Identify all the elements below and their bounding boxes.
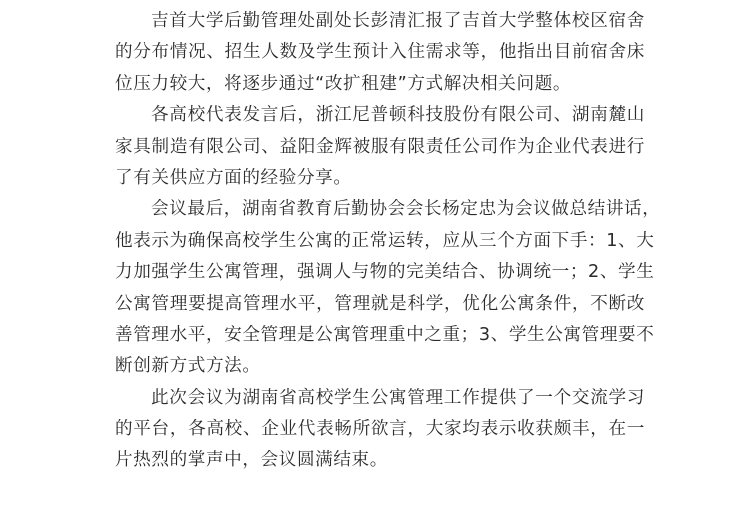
text-line: 片热烈的掌声中，会议圆满结束。 [115,450,388,471]
text-line: 各高校代表发言后，浙江尼普顿科技股份有限公司、湖南麓山 [151,105,645,126]
text-line: 善管理水平，安全管理是公寓管理重中之重；3、学生公寓管理要不 [115,324,655,345]
paragraph-summary-speech [115,194,661,382]
paragraph-enterprise-sharing [115,100,645,194]
text-line: 吉首大学后勤管理处副处长彭清汇报了吉首大学整体校区宿舍 [151,11,645,31]
text-line: 了有关供应方面的经验分享。 [115,167,352,188]
text-line: 的平台，各高校、企业代表畅所欲言，大家均表示收获颇丰，在一 [115,419,645,440]
text-line: 断创新方式方法。 [115,356,261,377]
article-body [115,6,661,477]
text-line: 家具制造有限公司、益阳金辉被服有限责任公司作为企业代表进行 [115,136,645,157]
text-line: 公寓管理要提高管理水平，管理就是科学，优化公寓条件，不断改 [115,293,645,314]
text-line: 力加强学生公寓管理，强调人与物的完美结合、协调统一；2、学生 [115,262,655,283]
paragraph-conclusion [115,383,645,477]
text-line: 会议最后，湖南省教育后勤协会会长杨定忠为会议做总结讲话， [151,199,661,220]
text-line: 位压力较大，将逐步通过“改扩租建”方式解决相关问题。 [115,73,572,94]
text-line: 他表示为确保高校学生公寓的正常运转，应从三个方面下手：1、大 [115,230,655,251]
paragraph-jishou-report [115,6,645,100]
text-line: 此次会议为湖南省高校学生公寓管理工作提供了一个交流学习 [151,387,645,408]
text-line: 的分布情况、招生人数及学生预计入住需求等，他指出目前宿舍床 [115,42,645,63]
